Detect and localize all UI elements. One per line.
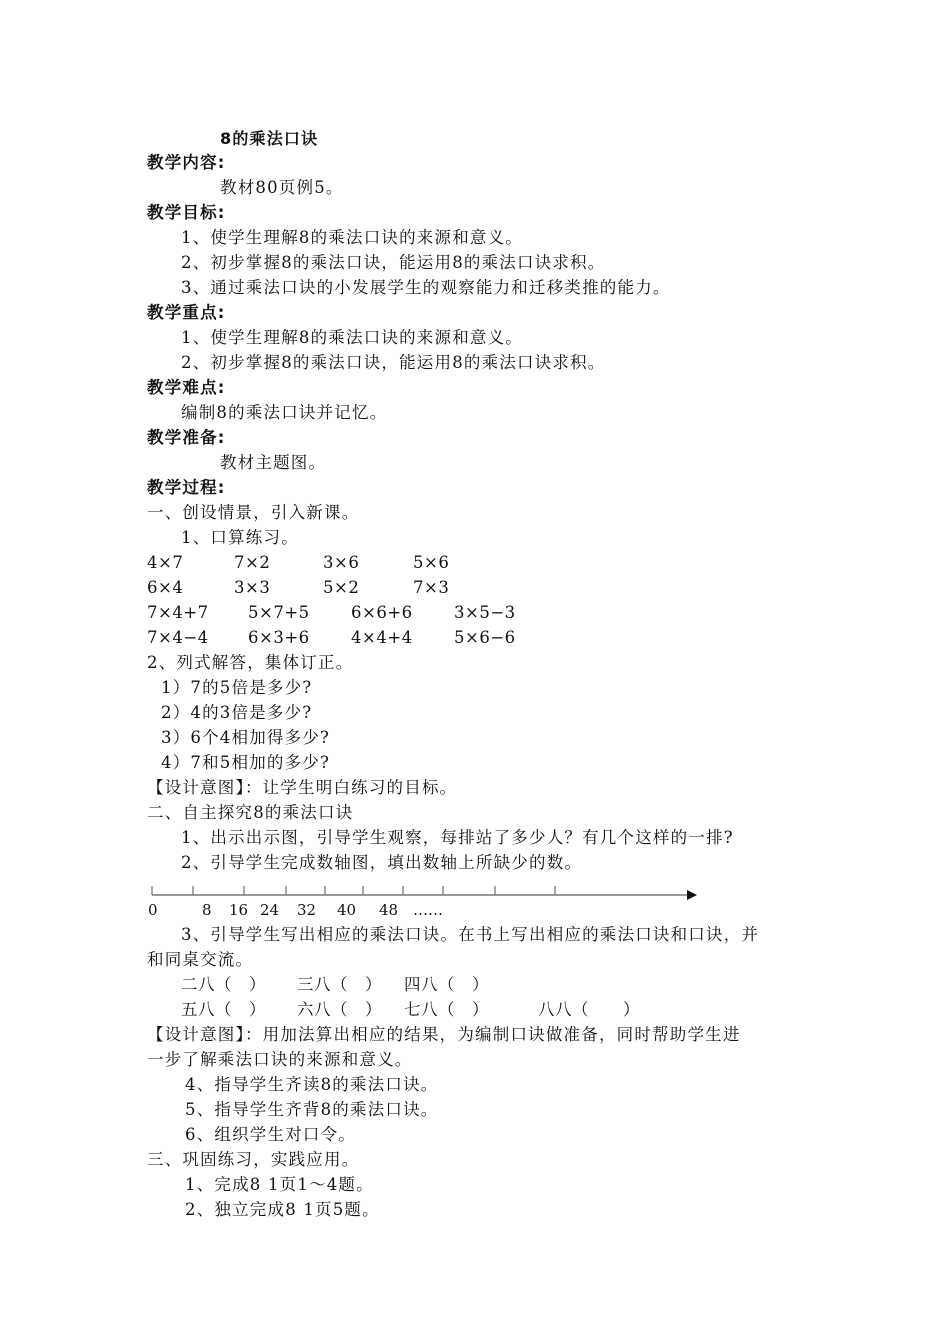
oral-calc-cell: 5×7+5: [248, 603, 310, 622]
oral-calc-cell: 7×4+7: [147, 603, 209, 622]
oral-calc-cell: 3×5−3: [454, 603, 516, 622]
oral-calc-cell: 4×7: [147, 553, 184, 572]
part2-sub3-line1: 3、引导学生写出相应的乘法口诀。在书上写出相应的乘法口诀和口诀，并: [181, 925, 760, 944]
part2-sub4: 4、指导学生齐读8的乘法口诀。: [185, 1075, 439, 1094]
part2-sub6: 6、组织学生对口令。: [185, 1125, 356, 1144]
oral-calc-cell: 5×6: [413, 553, 450, 572]
number-line-label: 40: [337, 901, 357, 919]
key-point-item: 1、使学生理解8的乘法口诀的来源和意义。: [181, 328, 523, 347]
part2-title: 二、自主探究8的乘法口诀: [147, 803, 354, 822]
oral-calc-cell: 4×4+4: [351, 628, 413, 647]
content-heading: 教学内容:: [147, 153, 226, 172]
goal-item: 2、初步掌握8的乘法口诀，能运用8的乘法口诀求积。: [181, 253, 606, 272]
content-text: 教材80页例5。: [220, 178, 344, 197]
number-line-label: 8: [202, 901, 212, 919]
key-point-item: 2、初步掌握8的乘法口诀，能运用8的乘法口诀求积。: [181, 353, 606, 372]
prep-text: 教材主题图。: [220, 453, 327, 472]
number-line-arrow: [687, 890, 697, 900]
fill-rhyme-item: 四八（ ）: [404, 975, 489, 994]
question-item: 2）4的3倍是多少?: [161, 703, 313, 722]
design-intent-2-line1: 【设计意图】：用加法算出相应的结果，为编制口诀做准备，同时帮助学生进: [147, 1025, 741, 1044]
question-item: 3）6个4相加得多少?: [161, 728, 331, 747]
process-heading: 教学过程:: [147, 478, 226, 497]
question-item: 1）7的5倍是多少?: [161, 678, 313, 697]
fill-rhyme-item: 三八（ ）: [297, 975, 382, 994]
number-line-label: ……: [413, 901, 443, 919]
part2-sub2: 2、引导学生完成数轴图，填出数轴上所缺少的数。: [181, 853, 583, 872]
design-intent-2-line2: 一步了解乘法口诀的来源和意义。: [147, 1050, 413, 1069]
oral-calc-cell: 7×2: [234, 553, 271, 572]
fill-rhyme-item: 二八（ ）: [181, 975, 266, 994]
oral-calc-cell: 6×6+6: [351, 603, 413, 622]
number-line-diagram: [147, 880, 707, 930]
number-line-label: 0: [148, 901, 158, 919]
part2-sub3-line2: 和同桌交流。: [147, 950, 254, 969]
oral-calc-cell: 5×2: [323, 578, 360, 597]
oral-calc-cell: 3×6: [323, 553, 360, 572]
part3-sub2: 2、独立完成8 1页5题。: [185, 1200, 380, 1219]
document-title: 8的乘法口诀: [220, 129, 319, 148]
part3-title: 三、巩固练习，实践应用。: [147, 1150, 360, 1169]
oral-calc-cell: 6×4: [147, 578, 184, 597]
part1-sub2: 2、列式解答，集体订正。: [147, 653, 354, 672]
fill-rhyme-item: 七八（ ）: [404, 1000, 489, 1019]
part1-sub1: 1、口算练习。: [181, 528, 299, 547]
number-line-label: 32: [297, 901, 317, 919]
prep-heading: 教学准备:: [147, 428, 226, 447]
goal-item: 3、通过乘法口诀的小发展学生的观察能力和迁移类推的能力。: [181, 278, 671, 297]
number-line-label: 24: [260, 901, 280, 919]
oral-calc-cell: 5×6−6: [454, 628, 516, 647]
part1-title: 一、创设情景，引入新课。: [147, 503, 360, 522]
number-line-label: 16: [229, 901, 249, 919]
difficulty-text: 编制8的乘法口诀并记忆。: [181, 403, 388, 422]
difficulty-heading: 教学难点:: [147, 378, 226, 397]
design-intent-1: 【设计意图】：让学生明白练习的目标。: [147, 778, 458, 797]
fill-rhyme-item: 六八（ ）: [297, 1000, 382, 1019]
part2-sub5: 5、指导学生齐背8的乘法口诀。: [185, 1100, 439, 1119]
oral-calc-cell: 7×3: [413, 578, 450, 597]
number-line-label: 48: [379, 901, 399, 919]
oral-calc-cell: 6×3+6: [248, 628, 310, 647]
part2-sub1: 1、出示出示图，引导学生观察，每排站了多少人？有几个这样的一排?: [181, 828, 734, 847]
fill-rhyme-item: 五八（ ）: [181, 1000, 266, 1019]
oral-calc-cell: 7×4−4: [147, 628, 209, 647]
goal-item: 1、使学生理解8的乘法口诀的来源和意义。: [181, 228, 523, 247]
key-heading: 教学重点:: [147, 303, 226, 322]
part3-sub1: 1、完成8 1页1～4题。: [185, 1175, 374, 1194]
goals-heading: 教学目标:: [147, 203, 226, 222]
fill-rhyme-item: 八八（ ）: [538, 1000, 640, 1019]
question-item: 4）7和5相加的多少?: [161, 753, 331, 772]
oral-calc-cell: 3×3: [234, 578, 271, 597]
